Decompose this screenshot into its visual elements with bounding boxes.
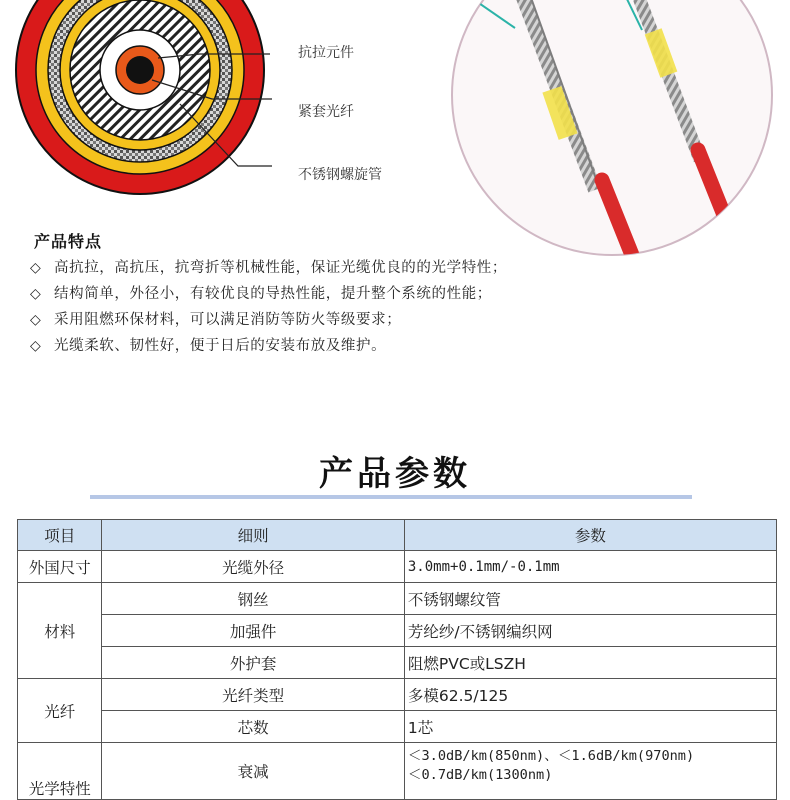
feature-item: ◇ 高抗拉，高抗压，抗弯折等机械性能，保证光缆优良的的光学特性；	[30, 255, 507, 281]
detail-cell: 衰减	[102, 743, 404, 800]
callout-label-tight-fiber: 紧套光纤	[298, 104, 354, 120]
callout-label-strength-member: 抗拉元件	[298, 45, 354, 61]
group-cell: 材料	[18, 583, 102, 679]
params-table	[17, 519, 777, 800]
cable-closeup-illustration	[430, 0, 790, 260]
value-cell: 3.0mm+0.1mm/-0.1mm	[404, 551, 776, 583]
detail-cell: 外护套	[102, 647, 404, 679]
table-row	[18, 583, 777, 615]
feature-list	[30, 255, 507, 359]
table-row	[18, 679, 777, 711]
header-item: 项目	[18, 520, 102, 551]
fiber-core	[126, 56, 154, 84]
attenuation-line-1: ＜3.0dB/km(850nm)、＜1.6dB/km(970nm)	[407, 748, 695, 764]
feature-item: ◇ 光缆柔软、韧性好，便于日后的安装布放及维护。	[30, 333, 507, 359]
feature-item: ◇ 结构简单，外径小，有较优良的导热性能，提升整个系统的性能；	[30, 281, 507, 307]
title-divider	[90, 495, 692, 499]
diamond-bullet-icon: ◇	[30, 286, 42, 302]
feature-item: ◇ 采用阻燃环保材料，可以满足消防等防火等级要求；	[30, 307, 507, 333]
attenuation-line-2: ＜0.7dB/km(1300nm)	[407, 767, 553, 783]
features-title: 产品特点	[34, 232, 103, 251]
diamond-bullet-icon: ◇	[30, 260, 42, 276]
value-cell: 芳纶纱/不锈钢编织网	[404, 615, 776, 647]
table-row	[18, 743, 777, 800]
diamond-bullet-icon: ◇	[30, 312, 42, 328]
detail-cell: 钢丝	[102, 583, 404, 615]
value-cell: 阻燃PVC或LSZH	[404, 647, 776, 679]
callout-label-steel-tube: 不锈钢螺旋管	[298, 167, 382, 183]
value-cell: 1芯	[404, 711, 776, 743]
detail-cell: 芯数	[102, 711, 404, 743]
header-param: 参数	[404, 520, 776, 551]
detail-cell: 光缆外径	[102, 551, 404, 583]
value-cell	[404, 743, 776, 800]
table-row	[18, 711, 777, 743]
table-row	[18, 647, 777, 679]
cable-cross-section-illustration	[0, 0, 420, 230]
table-header-row	[18, 520, 777, 551]
diamond-bullet-icon: ◇	[30, 338, 42, 354]
table-row	[18, 615, 777, 647]
group-cell: 光学特性	[18, 743, 102, 800]
params-title: 产品参数	[319, 454, 471, 494]
table-row	[18, 551, 777, 583]
value-cell: 不锈钢螺纹管	[404, 583, 776, 615]
value-cell: 多模62.5/125	[404, 679, 776, 711]
header-detail: 细则	[102, 520, 404, 551]
detail-cell: 加强件	[102, 615, 404, 647]
detail-cell: 光纤类型	[102, 679, 404, 711]
group-cell: 光纤	[18, 679, 102, 743]
group-cell: 外国尺寸	[18, 551, 102, 583]
